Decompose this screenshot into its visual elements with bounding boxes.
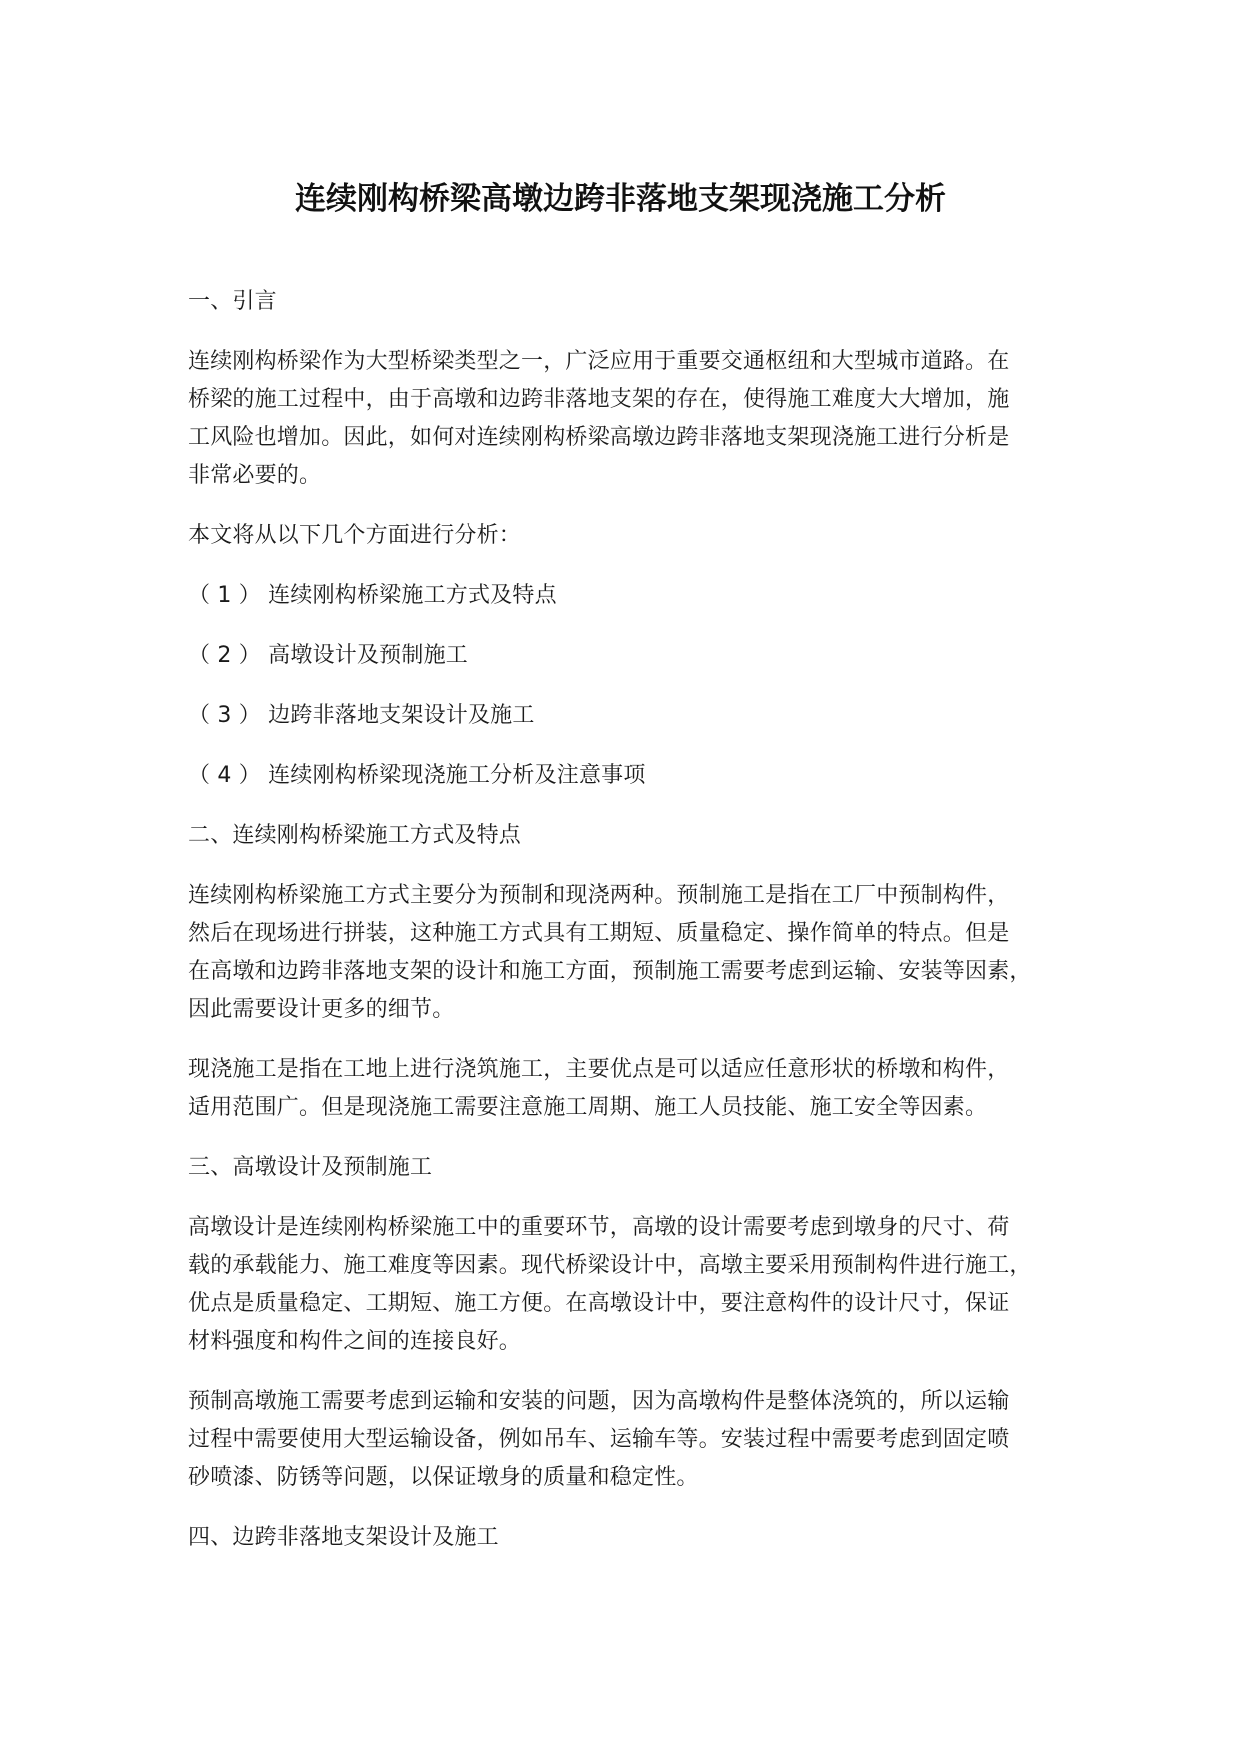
text-line: 工风险也增加。因此，如何对连续刚构桥梁高墩边跨非落地支架现浇施工进行分析是 [188, 425, 1010, 450]
paragraph-intro-2: 本文将从以下几个方面进行分析： [188, 523, 522, 548]
text-line: 适用范围广。但是现浇施工需要注意施工周期、施工人员技能、施工安全等因素。 [188, 1095, 988, 1120]
list-item-1: （ 1 ） 连续刚构桥梁施工方式及特点 [188, 583, 557, 608]
text-line: 连续刚构桥梁作为大型桥梁类型之一，广泛应用于重要交通枢纽和大型城市道路。在 [188, 349, 1010, 374]
document-body [188, 283, 1088, 1557]
paragraph-intro-1 [188, 343, 1088, 495]
document-title: 连续刚构桥梁高墩边跨非落地支架现浇施工分析 [295, 181, 946, 217]
list-item-2: （ 2 ） 高墩设计及预制施工 [188, 643, 468, 668]
section-heading-high-pier: 三、高墩设计及预制施工 [188, 1155, 433, 1180]
text-line: 材料强度和构件之间的连接良好。 [188, 1329, 522, 1354]
section-heading-side-span-support: 四、边跨非落地支架设计及施工 [188, 1525, 499, 1550]
text-line: 因此需要设计更多的细节。 [188, 997, 455, 1022]
text-line: 高墩设计是连续刚构桥梁施工中的重要环节，高墩的设计需要考虑到墩身的尺寸、荷 [188, 1215, 1010, 1240]
text-line: 砂喷漆、防锈等问题，以保证墩身的质量和稳定性。 [188, 1465, 699, 1490]
text-line: 优点是质量稳定、工期短、施工方便。在高墩设计中，要注意构件的设计尺寸，保证 [188, 1291, 1010, 1316]
section-heading-construction-methods: 二、连续刚构桥梁施工方式及特点 [188, 823, 522, 848]
paragraph-high-pier-2 [188, 1383, 1088, 1497]
text-line: 然后在现场进行拼装，这种施工方式具有工期短、质量稳定、操作简单的特点。但是 [188, 921, 1010, 946]
paragraph-methods-1 [188, 877, 1088, 1029]
paragraph-high-pier-1 [188, 1209, 1088, 1361]
paragraph-methods-2 [188, 1051, 1088, 1127]
text-line: 现浇施工是指在工地上进行浇筑施工，主要优点是可以适应任意形状的桥墩和构件， [188, 1057, 1010, 1082]
text-line: 桥梁的施工过程中，由于高墩和边跨非落地支架的存在，使得施工难度大大增加，施 [188, 387, 1010, 412]
text-line: 预制高墩施工需要考虑到运输和安装的问题，因为高墩构件是整体浇筑的，所以运输 [188, 1389, 1010, 1414]
list-item-4: （ 4 ） 连续刚构桥梁现浇施工分析及注意事项 [188, 763, 646, 788]
text-line: 过程中需要使用大型运输设备，例如吊车、运输车等。安装过程中需要考虑到固定喷 [188, 1427, 1010, 1452]
text-line: 连续刚构桥梁施工方式主要分为预制和现浇两种。预制施工是指在工厂中预制构件， [188, 883, 1010, 908]
list-item-3: （ 3 ） 边跨非落地支架设计及施工 [188, 703, 535, 728]
text-line: 非常必要的。 [188, 463, 322, 488]
section-heading-intro: 一、引言 [188, 289, 277, 314]
text-line: 载的承载能力、施工难度等因素。现代桥梁设计中，高墩主要采用预制构件进行施工， [188, 1253, 1032, 1278]
text-line: 在高墩和边跨非落地支架的设计和施工方面，预制施工需要考虑到运输、安装等因素， [188, 959, 1032, 984]
